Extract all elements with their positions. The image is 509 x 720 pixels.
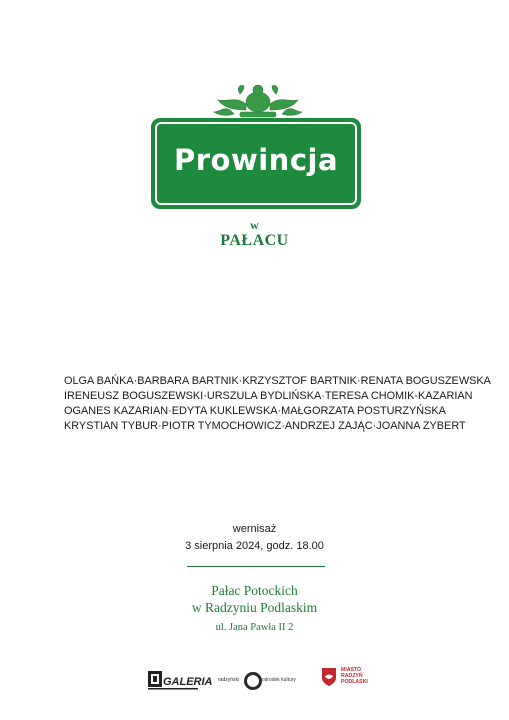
artist-name: ANDRZEJ ZAJĄC: [284, 420, 373, 432]
miasto-line: RADZYŃ: [341, 673, 363, 679]
separator: ·: [356, 375, 361, 387]
subtitle-small: w: [250, 218, 259, 232]
artist-name: JOANNA ZYBERT: [376, 420, 466, 432]
artist-line: [64, 419, 466, 434]
miasto-line: MIASTO: [341, 667, 362, 673]
artist-name: BARBARA BARTNIK: [137, 375, 239, 387]
artist-name: KRYSTIAN TYBUR: [64, 420, 159, 432]
miasto-logo-text: [341, 667, 368, 685]
artist-name: MAŁGORZATA POSTURZYŃSKA: [281, 405, 446, 417]
vernissage-label: wernisaż: [232, 523, 277, 535]
artist-name: KRZYSZTOF BARTNIK: [242, 375, 357, 387]
artist-name: OGANES KAZARIAN: [64, 405, 169, 417]
separator: ·: [133, 375, 138, 387]
galeria-logo-icon: [148, 669, 213, 691]
separator: ·: [321, 390, 325, 402]
ring-icon: [244, 672, 262, 690]
separator: ·: [238, 375, 243, 387]
divider: [187, 566, 325, 567]
separator: ·: [372, 420, 377, 432]
separator: ·: [203, 390, 207, 402]
artist-name: OLGA BAŃKA: [64, 375, 134, 387]
heraldic-ornament-icon: [210, 80, 306, 120]
artist-name: URSZULA BYDLIŃSKA: [206, 390, 322, 402]
artist-line: [64, 404, 446, 419]
sign-title: Prowincja: [173, 143, 339, 177]
separator: ·: [281, 420, 285, 432]
rok-left-text: radzyński: [218, 677, 240, 683]
city-crest-icon: [321, 667, 337, 687]
subtitle-main: PAŁACU: [220, 232, 289, 249]
artist-line: [64, 389, 473, 404]
galeria-logo-text: GALERIA: [163, 676, 213, 688]
venue-city: w Radzyniu Podlaskim: [191, 600, 318, 615]
separator: ·: [168, 405, 172, 417]
venue-address: ul. Jana Pawła II 2: [215, 622, 294, 633]
event-datetime: 3 sierpnia 2024, godz. 18.00: [185, 540, 324, 552]
separator: ·: [277, 405, 282, 417]
artist-name: IRENEUSZ BOGUSZEWSKI: [64, 390, 204, 402]
rok-right-text: ośrodek kultury: [262, 677, 296, 683]
artist-name: PIOTR TYMOCHOWICZ: [161, 420, 282, 432]
artist-line: [64, 374, 491, 389]
rok-logo: [218, 672, 322, 690]
artist-name: RENATA BOGUSZEWSKA: [360, 375, 491, 387]
miasto-logo: [321, 667, 371, 697]
road-sign: [151, 118, 361, 209]
separator: ·: [158, 420, 162, 432]
artists-list: [64, 374, 491, 434]
venue-name: Pałac Potockich: [211, 583, 298, 598]
artist-name: TERESA CHOMIK-KAZARIAN: [324, 390, 473, 402]
artist-name: EDYTA KUKLEWSKA: [171, 405, 278, 417]
miasto-line: PODLASKI: [341, 679, 368, 685]
